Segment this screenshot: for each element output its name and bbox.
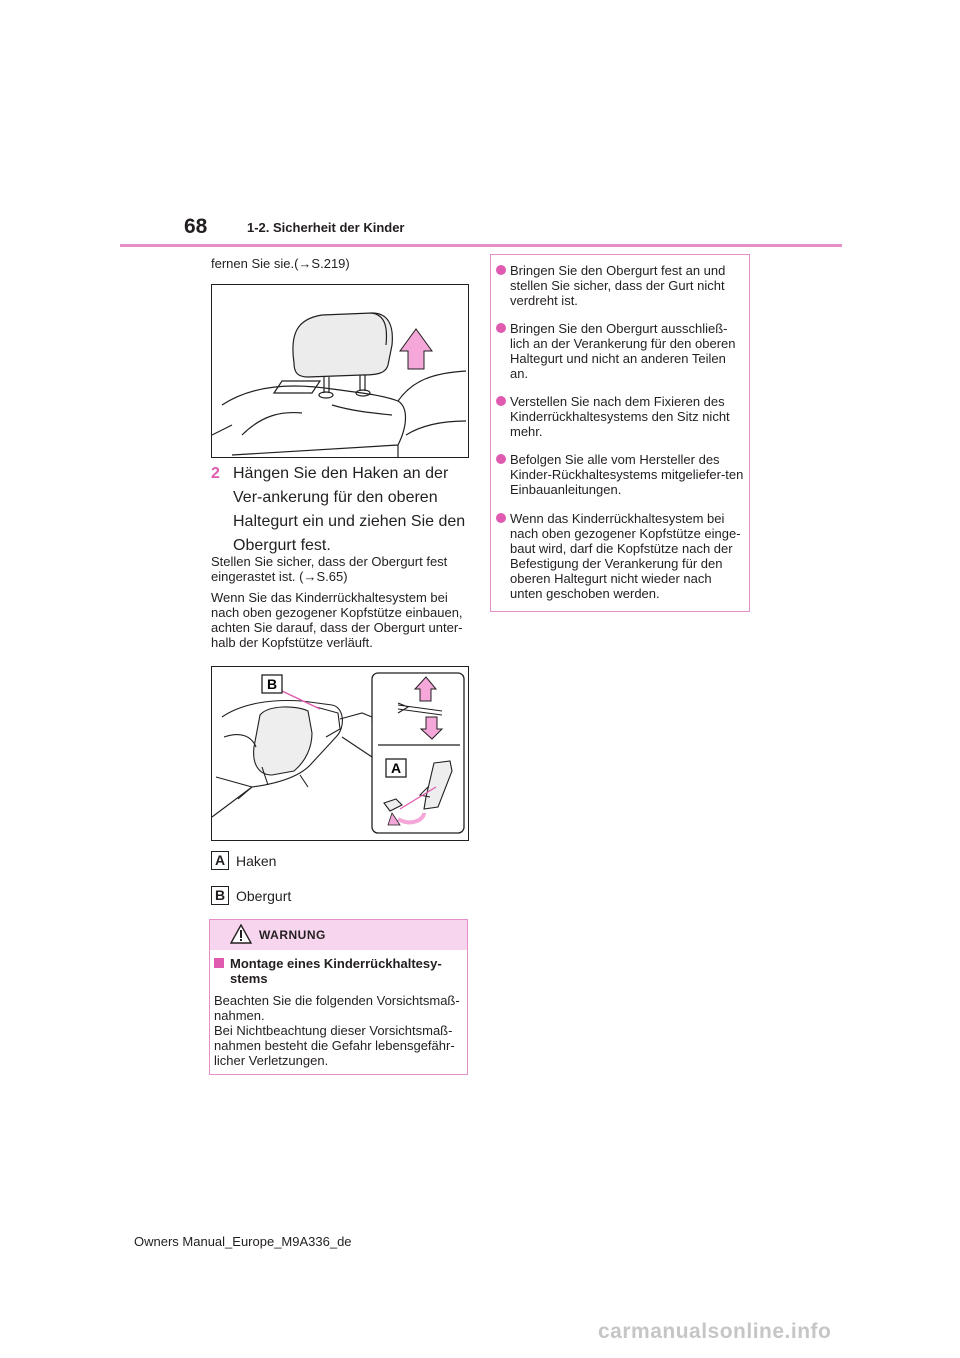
warning-header xyxy=(210,920,467,950)
bullet-item xyxy=(496,511,744,601)
bullet-text: Bringen Sie den Obergurt fest an und stellen Sie sicher, dass der Gurt nicht verdreht ist. xyxy=(510,263,726,308)
legend-key-a: A xyxy=(211,851,229,870)
bullet-item xyxy=(496,452,744,497)
page-number: 68 xyxy=(184,215,208,238)
bullet-dot-icon xyxy=(496,265,506,275)
bullet-text: Befolgen Sie alle vom Hersteller des Kinder-Rückhaltesystems mitgeliefer-ten Einbauanleitungen. xyxy=(510,452,744,497)
figure-label-a: A xyxy=(390,760,402,776)
watermark: carmanualsonline.info xyxy=(598,1320,832,1343)
bullet-text: Verstellen Sie nach dem Fixieren des Kinderrückhaltesystems den Sitz nicht mehr. xyxy=(510,394,730,439)
chapter-title: 1-2. Sicherheit der Kinder xyxy=(247,220,405,235)
footer-manual-id: Owners Manual_Europe_M9A336_de xyxy=(134,1234,352,1249)
bullet-text: Bringen Sie den Obergurt ausschließ-lich an der Verankerung für den oberen Haltegurt und nicht an anderen Teilen an. xyxy=(510,321,736,381)
warning-subtitle xyxy=(214,956,466,986)
top-tether-drawing xyxy=(212,667,468,840)
step-number: 2 xyxy=(211,465,220,482)
step-2 xyxy=(211,462,471,554)
top-tether-illustration xyxy=(211,666,469,841)
warning-subtitle-line1: Montage eines Kinderrückhaltesy- xyxy=(230,956,442,971)
legend-item-a xyxy=(211,851,276,870)
bullet-item xyxy=(496,263,744,308)
warning-box xyxy=(209,919,468,1075)
bullet-dot-icon xyxy=(496,454,506,464)
header-rule xyxy=(120,244,842,247)
bullet-dot-icon xyxy=(496,396,506,406)
bullet-item xyxy=(496,321,744,381)
legend-text-a: Haken xyxy=(236,853,277,870)
caution-bullet-box xyxy=(490,254,750,612)
bullet-text: Wenn das Kinderrückhaltesystem bei nach oben gezogener Kopfstütze einge-baut wird, darf die Kopfstütze nach der Befestigung der Verankerung für den oberen Haltegurt nicht wieder nach unten geschoben werden. xyxy=(510,511,741,601)
bullet-dot-icon xyxy=(496,513,506,523)
legend-text-b: Obergurt xyxy=(236,888,292,905)
note-latch-check: Stellen Sie sicher, dass der Obergurt fest eingerastet ist. (→S.65) xyxy=(211,554,448,584)
intro-text: fernen Sie sie.(→S.219) xyxy=(211,256,350,271)
bullet-dot-icon xyxy=(496,323,506,333)
headrest-illustration xyxy=(211,284,469,458)
legend-item-b xyxy=(211,886,291,905)
warning-triangle-icon xyxy=(230,924,252,944)
legend-key-b: B xyxy=(211,886,229,905)
warning-title: WARNUNG xyxy=(259,928,326,942)
headrest-drawing xyxy=(212,285,468,457)
square-bullet-icon xyxy=(214,958,224,968)
figure-label-b: B xyxy=(266,676,278,692)
note-headrest-raised: Wenn Sie das Kinderrückhaltesystem bei nach oben gezogener Kopfstütze einbauen, achten Sie darauf, dass der Obergurt unter-halb der Kopfstütze verläuft. xyxy=(211,590,463,650)
warning-body: Beachten Sie die folgenden Vorsichtsmaß-nahmen. Bei Nichtbeachtung dieser Vorsichtsmaß-nahmen besteht die Gefahr lebensgefähr-licher Verletzungen. xyxy=(214,993,460,1068)
bullet-item xyxy=(496,394,744,439)
step-text: Hängen Sie den Haken an der Ver-ankerung für den oberen Haltegurt ein und ziehen Sie den Obergurt fest. xyxy=(233,465,466,554)
warning-subtitle-line2: stems xyxy=(230,971,268,986)
